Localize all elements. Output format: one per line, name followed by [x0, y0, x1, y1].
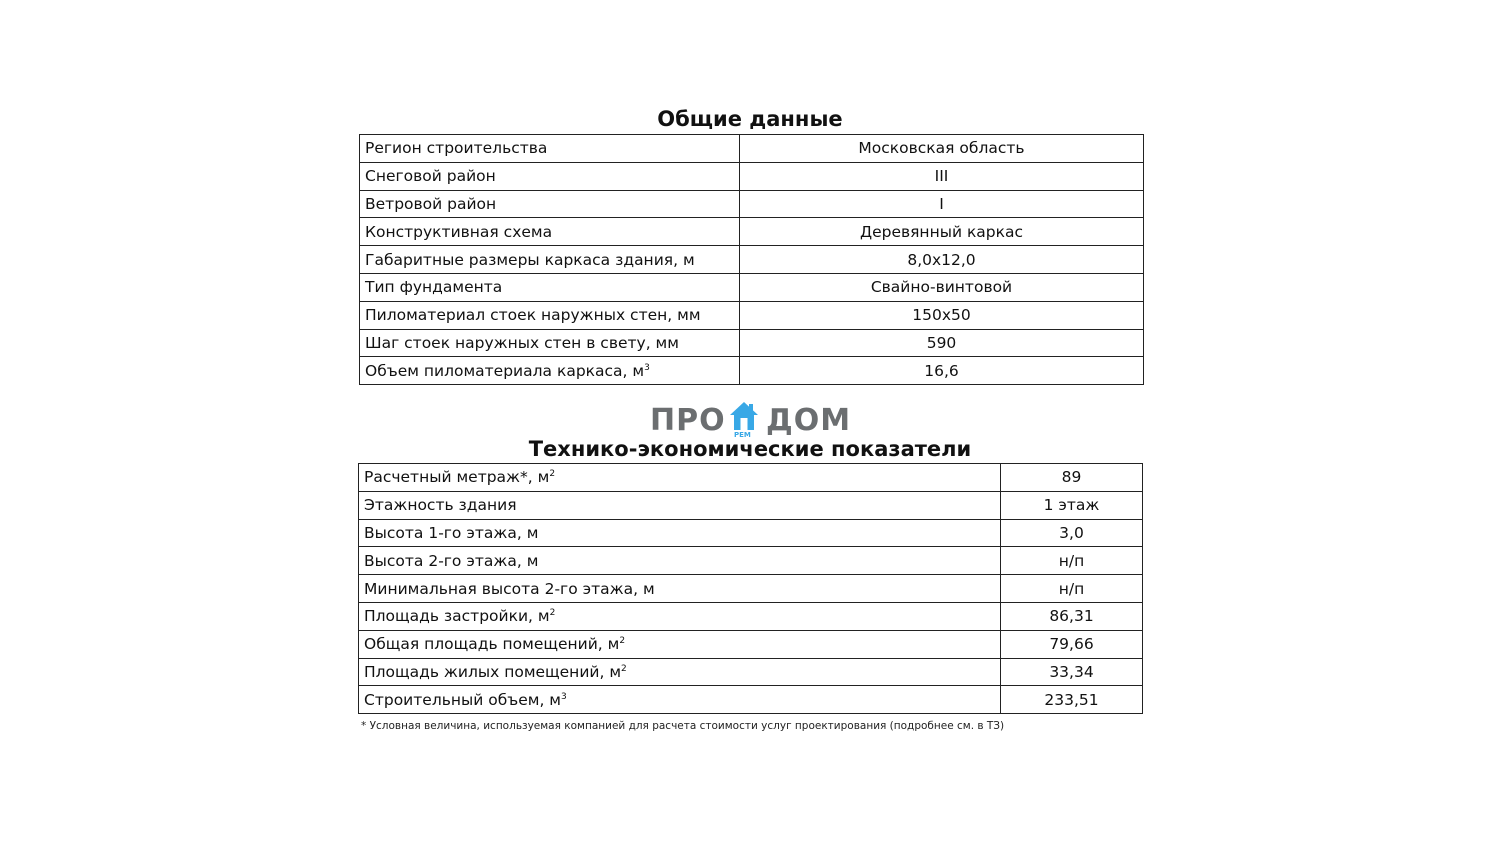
row-value: 233,51	[1001, 686, 1143, 714]
row-value: 150х50	[740, 301, 1144, 329]
row-value: 33,34	[1001, 658, 1143, 686]
table-row	[360, 246, 1144, 274]
table-row	[360, 329, 1144, 357]
row-value: 79,66	[1001, 630, 1143, 658]
row-label: Снеговой район	[360, 162, 740, 190]
row-value: 86,31	[1001, 602, 1143, 630]
general-data-table	[359, 134, 1144, 385]
table-row	[359, 602, 1143, 630]
row-label: Пиломатериал стоек наружных стен, мм	[360, 301, 740, 329]
row-value: 8,0х12,0	[740, 246, 1144, 274]
row-value: н/п	[1001, 575, 1143, 603]
table-row	[359, 547, 1143, 575]
row-label: Высота 2-го этажа, м	[359, 547, 1001, 575]
row-label: Конструктивная схема	[360, 218, 740, 246]
table-row	[359, 658, 1143, 686]
table-row	[360, 190, 1144, 218]
table-row	[360, 301, 1144, 329]
row-value: 1 этаж	[1001, 491, 1143, 519]
footnote: * Условная величина, используемая компанией для расчета стоимости услуг проектирования (подробнее см. в ТЗ)	[361, 720, 1005, 732]
row-value: 16,6	[740, 357, 1144, 385]
row-value: н/п	[1001, 547, 1143, 575]
row-value: Свайно-винтовой	[740, 273, 1144, 301]
row-label: Объем пиломатериала каркаса, $м^3$	[360, 357, 740, 385]
row-label: Этажность здания	[359, 491, 1001, 519]
logo-text-right: ДОМ	[766, 403, 852, 438]
row-value: 590	[740, 329, 1144, 357]
table-row	[359, 630, 1143, 658]
table-row	[359, 575, 1143, 603]
row-value: Деревянный каркас	[740, 218, 1144, 246]
row-label: Высота 1-го этажа, м	[359, 519, 1001, 547]
row-value: Московская область	[740, 135, 1144, 163]
row-value: 89	[1001, 464, 1143, 492]
row-label: Габаритные размеры каркаса здания, м	[360, 246, 740, 274]
row-label: Ветровой район	[360, 190, 740, 218]
row-label: Общая площадь помещений, $м^2$	[359, 630, 1001, 658]
row-value: I	[740, 190, 1144, 218]
logo-subtext: РЕМ	[734, 431, 751, 439]
table-row	[359, 491, 1143, 519]
row-label: Минимальная высота 2-го этажа, м	[359, 575, 1001, 603]
company-logo	[648, 400, 852, 442]
row-label: Строительный объем, $м^3$	[359, 686, 1001, 714]
row-label: Тип фундамента	[360, 273, 740, 301]
table-row	[360, 135, 1144, 163]
tech-indicators-table	[358, 463, 1143, 714]
table-row	[360, 273, 1144, 301]
row-label: Расчетный метраж*, $м^2$	[359, 464, 1001, 492]
logo-text-left: ПРО	[650, 403, 726, 438]
table-row	[360, 162, 1144, 190]
table-row	[359, 519, 1143, 547]
table-row	[359, 686, 1143, 714]
row-label: Регион строительства	[360, 135, 740, 163]
tech-indicators-title: Технико-экономические показатели	[528, 437, 972, 461]
row-value: 3,0	[1001, 519, 1143, 547]
row-label: Площадь застройки, $м^2$	[359, 602, 1001, 630]
general-data-title: Общие данные	[657, 107, 843, 131]
row-value: III	[740, 162, 1144, 190]
table-row	[360, 357, 1144, 385]
table-row	[360, 218, 1144, 246]
row-label: Площадь жилых помещений, $м^2$	[359, 658, 1001, 686]
table-row	[359, 464, 1143, 492]
row-label: Шаг стоек наружных стен в свету, мм	[360, 329, 740, 357]
